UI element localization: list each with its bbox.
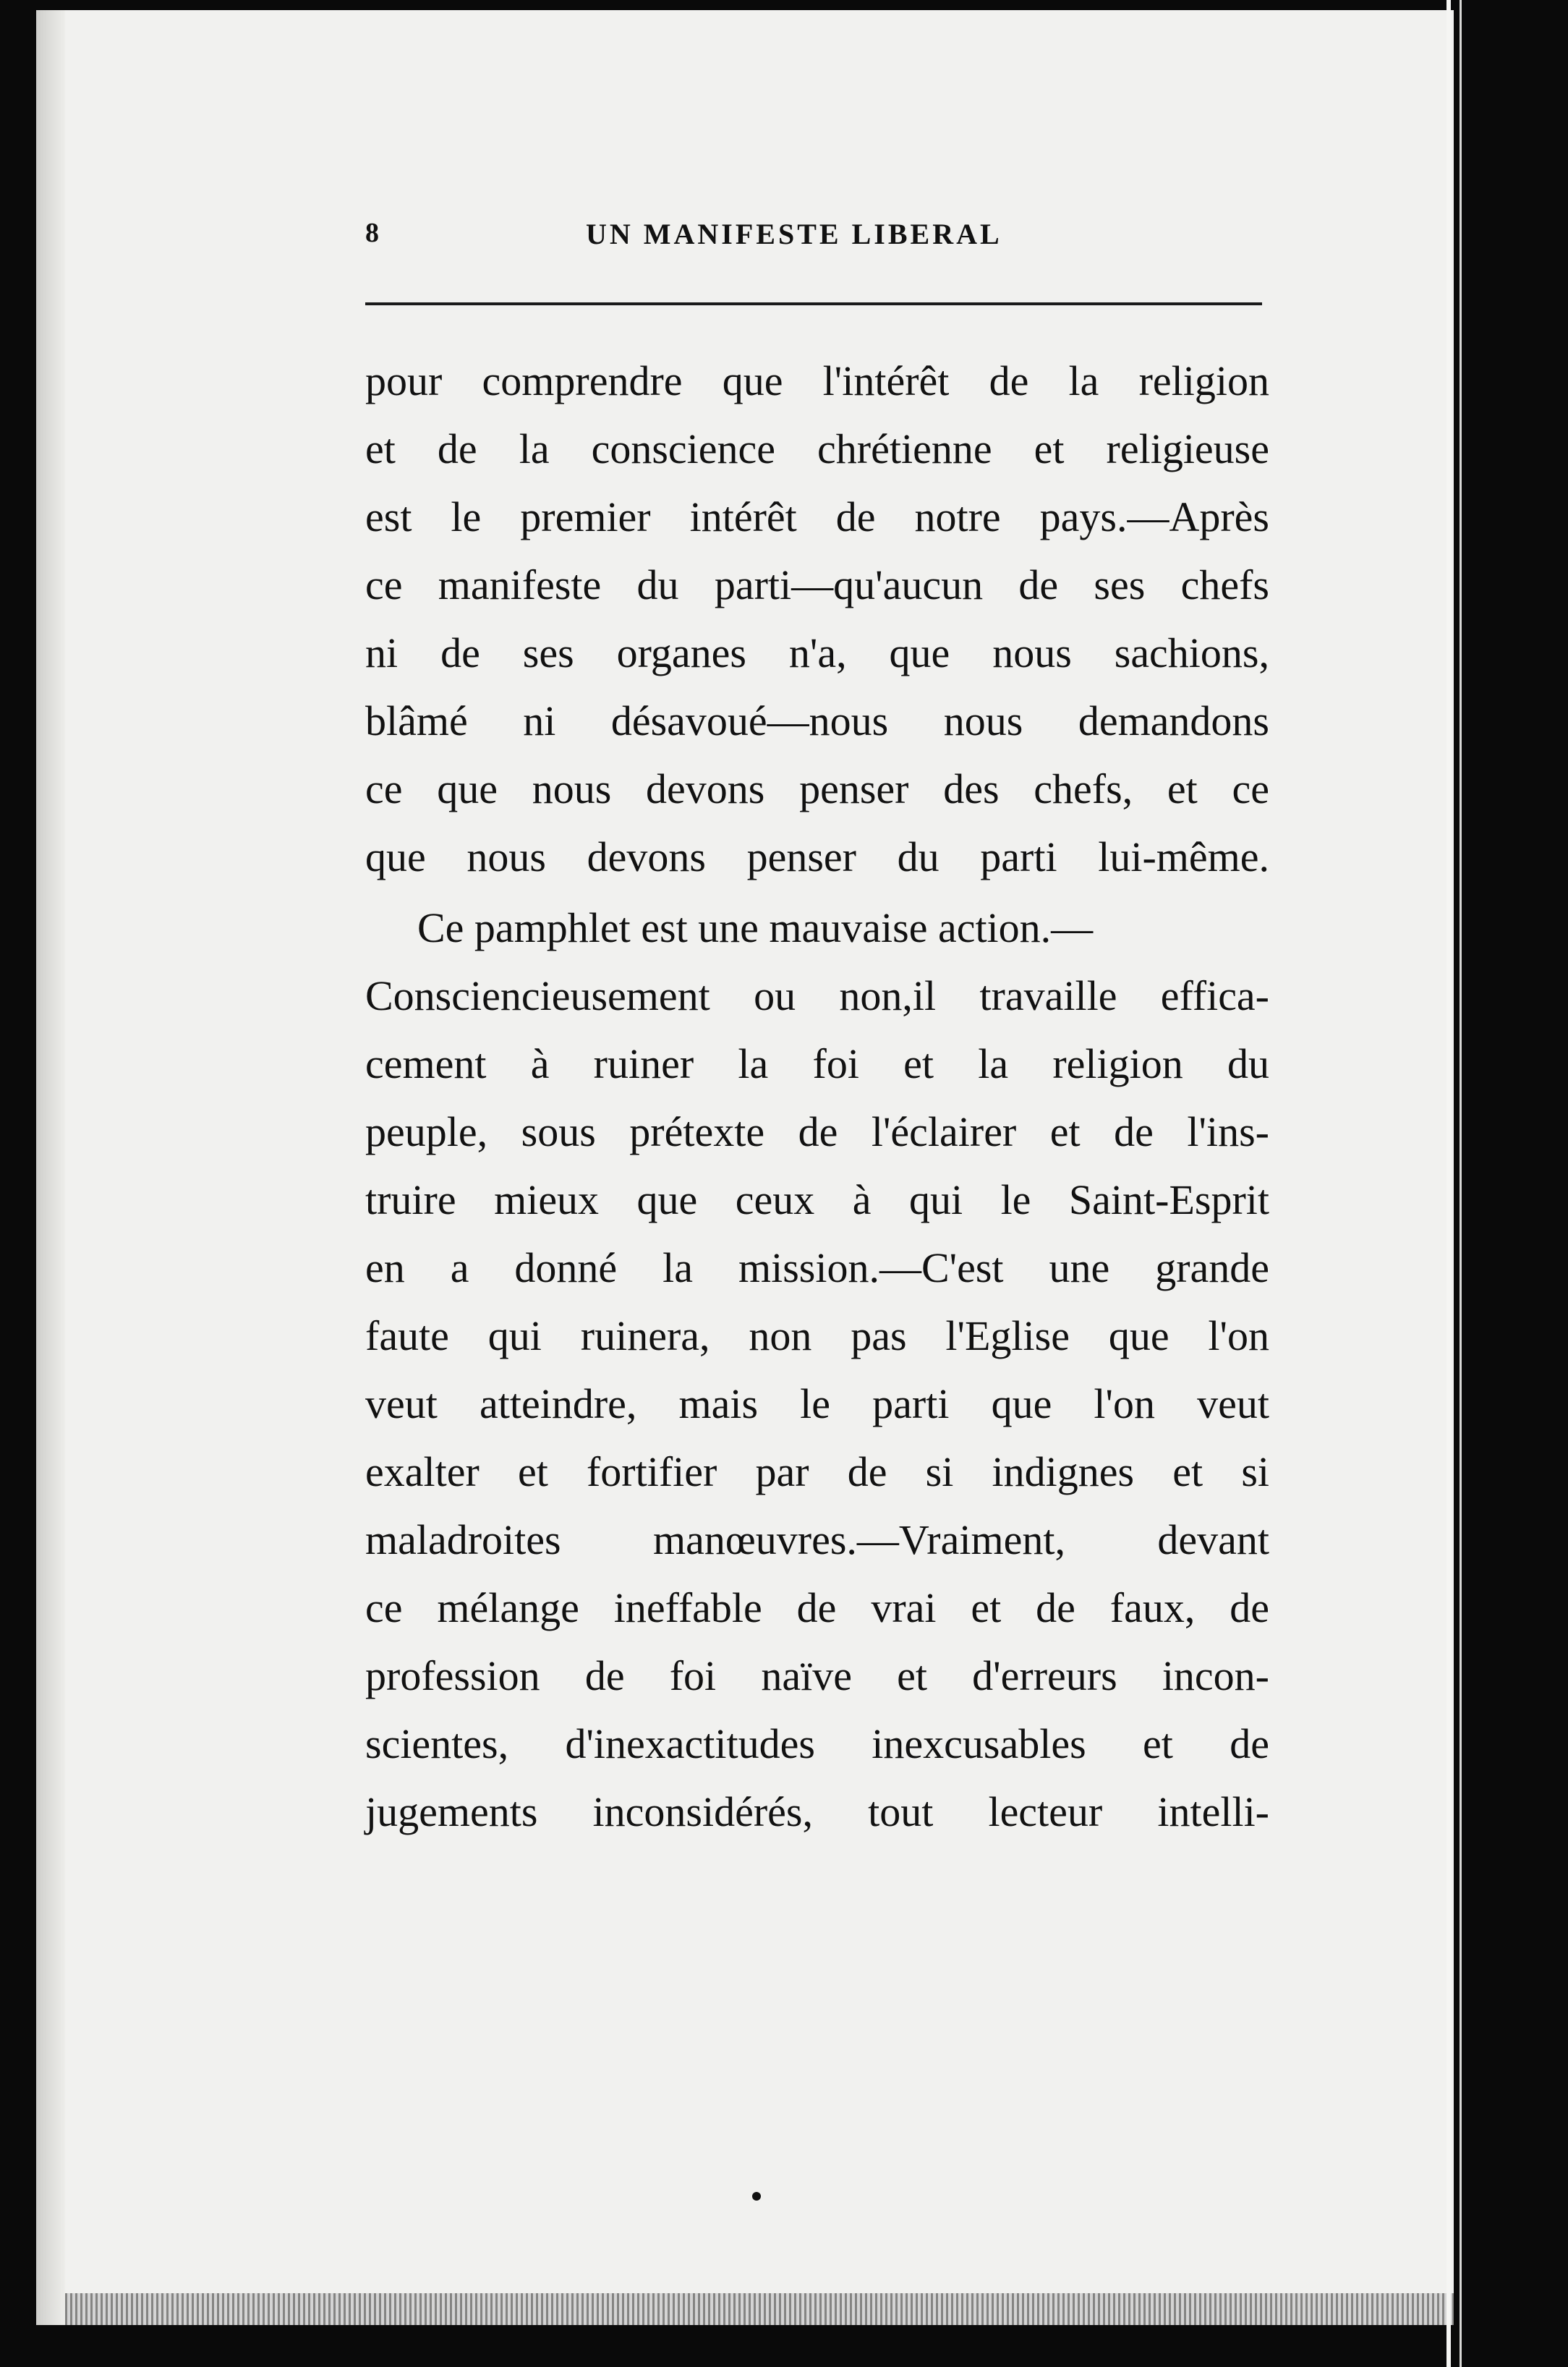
text-line: truire mieux que ceux à qui le Saint-Esprit xyxy=(365,1176,1269,1223)
text-line: exalter et fortifier par de si indignes et si xyxy=(365,1448,1269,1495)
text-line: ce manifeste du parti—qu'aucun de ses chefs xyxy=(365,561,1269,608)
text-line: veut atteindre, mais le parti que l'on veut xyxy=(365,1380,1269,1427)
text-line: en a donné la mission.—C'est une grande xyxy=(365,1244,1269,1291)
ink-speck xyxy=(752,2192,761,2201)
paragraph-1 xyxy=(365,347,1269,891)
paragraph-2 xyxy=(365,894,1269,1846)
text-line: pour comprendre que l'intérêt de la religion xyxy=(365,357,1269,404)
page-fold-shadow xyxy=(1460,0,1462,2367)
header-rule xyxy=(365,302,1262,305)
paper-left-edge xyxy=(36,10,65,2325)
text-line: Consciencieusement ou non,il travaille effica- xyxy=(365,972,1269,1019)
text-line: ni de ses organes n'a, que nous sachions, xyxy=(365,629,1269,676)
text-line: scientes, d'inexactitudes inexcusables et de xyxy=(365,1720,1269,1767)
text-line: Ce pamphlet est une mauvaise action.— xyxy=(417,904,1094,951)
text-line: est le premier intérêt de notre pays.—Après xyxy=(365,493,1269,540)
text-line: profession de foi naïve et d'erreurs incon- xyxy=(365,1652,1269,1699)
page-header xyxy=(365,217,1262,260)
body-text xyxy=(365,347,1269,1846)
page-number: 8 xyxy=(365,218,379,248)
text-line: faute qui ruinera, non pas l'Eglise que l'on xyxy=(365,1312,1269,1359)
text-line: que nous devons penser du parti lui-même. xyxy=(365,833,1269,880)
text-line: blâmé ni désavoué—nous nous demandons xyxy=(365,697,1269,744)
scan-bottom-band xyxy=(65,2293,1454,2325)
text-line: et de la conscience chrétienne et religieuse xyxy=(365,425,1269,472)
text-line: peuple, sous prétexte de l'éclairer et de l'ins- xyxy=(365,1108,1269,1155)
text-line: jugements inconsidérés, tout lecteur intelli- xyxy=(365,1788,1269,1835)
text-line: maladroites manœuvres.—Vraiment, devant xyxy=(365,1516,1269,1563)
text-line: ce mélange ineffable de vrai et de faux, de xyxy=(365,1584,1269,1631)
text-line: cement à ruiner la foi et la religion du xyxy=(365,1040,1269,1087)
page-fold-line xyxy=(1446,0,1451,2367)
running-head: UN MANIFESTE LIBERAL xyxy=(586,218,1002,250)
text-line: ce que nous devons penser des chefs, et ce xyxy=(365,765,1269,812)
